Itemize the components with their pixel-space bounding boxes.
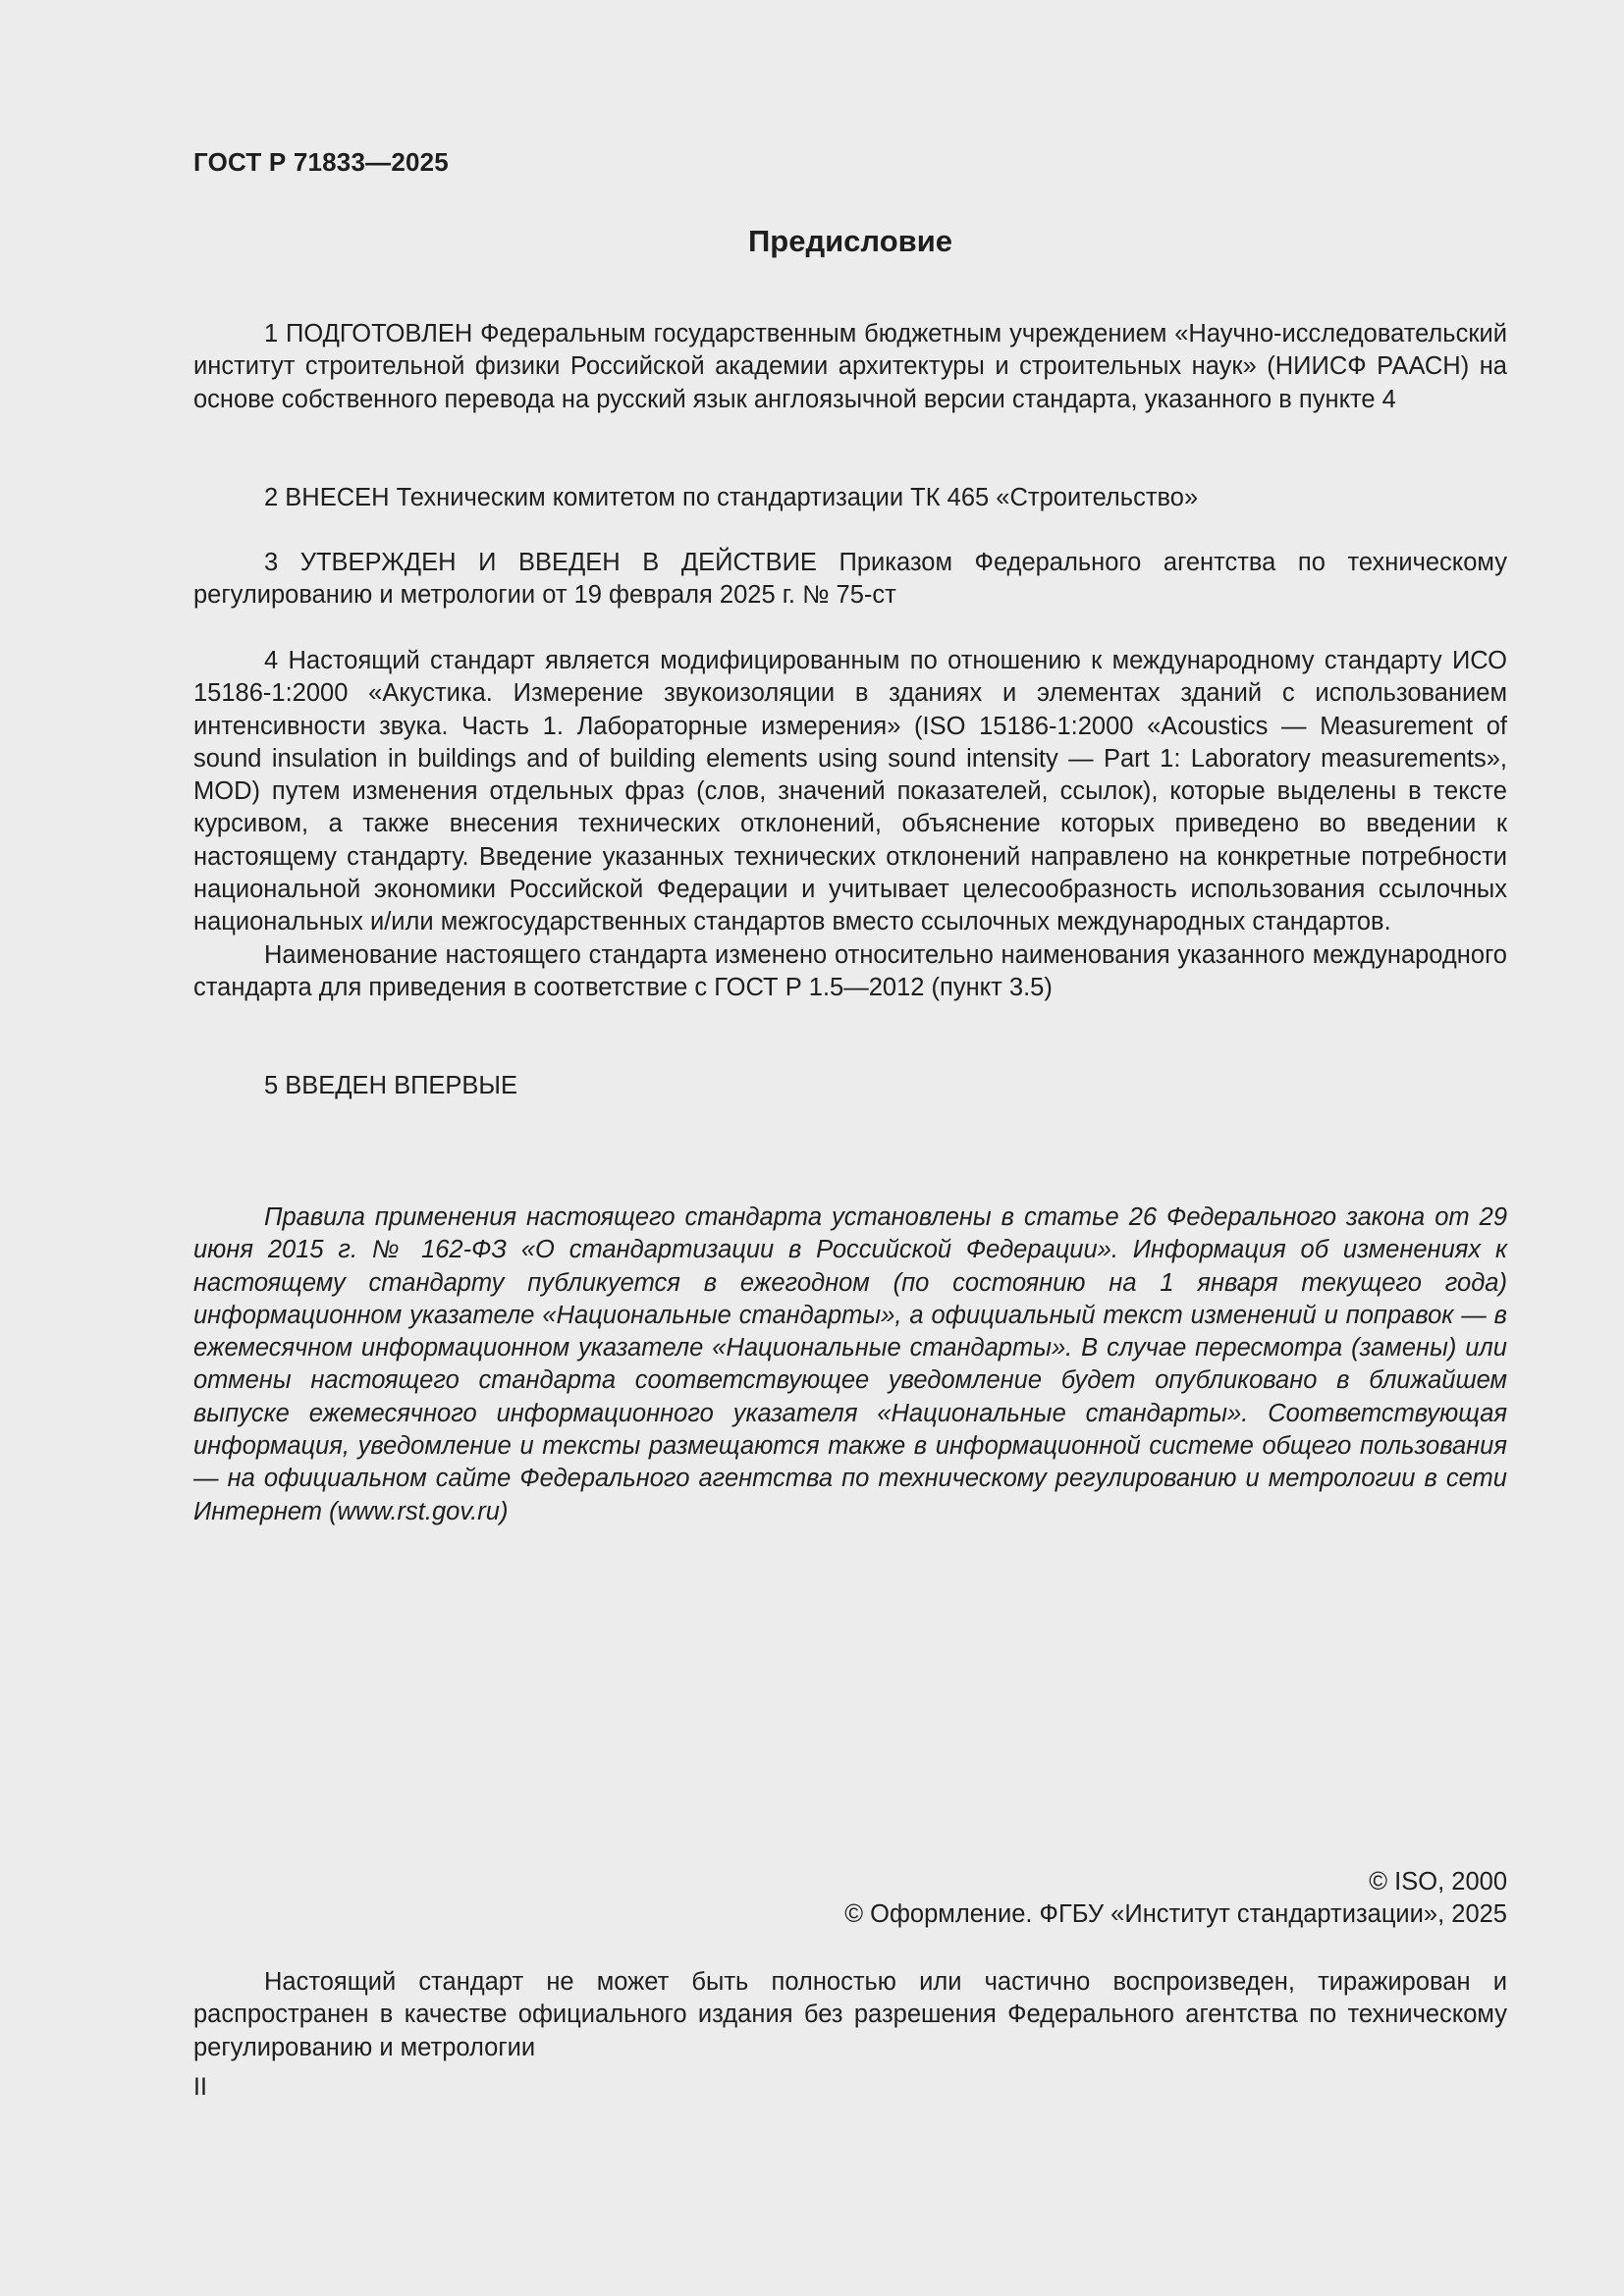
copyright-block bbox=[193, 1866, 1507, 1931]
page-title: Предисловие bbox=[747, 224, 952, 258]
foreword-item-text: 5 ВВЕДЕН ВПЕРВЫЕ bbox=[264, 1072, 518, 1099]
reproduction-notice-text: Настоящий стандарт не может быть полностью или частично воспроизведен, тиражирован и распространен в качестве официального издания без разрешения Федерального агентства по техническому регулированию и метрологии bbox=[193, 1968, 1507, 2061]
page-number: II bbox=[193, 2073, 207, 2101]
foreword-item-1 bbox=[193, 318, 1507, 416]
document-code: ГОСТ Р 71833—2025 bbox=[193, 147, 449, 177]
foreword-item-4 bbox=[193, 645, 1507, 1004]
foreword-item-text: 4 Настоящий стандарт является модифицированным по отношению к международному стандарту ИСО 15186-1:2000 «Акустика. Измерение звукоизоляции в зданиях и элементах зданий с использованием интенсивности звука. Часть 1. Лабораторные измерения» (ISO 15186-1:2000 «Acoustics — Measurement of sound insulation in buildings and of building elements using sound intensity — Part 1: Laboratory measurements», MOD) путем изменения отдельных фраз (слов, значений показателей, ссылок), которые выделены в тексте курсивом, а также внесения технических отклонений, объяснение которых приведено во введении к настоящему стандарту. Введение указанных технических отклонений направлено на конкретные потребности национальной экономики Российской Федерации и учитывает целесообразность использования ссылочных национальных и/или межгосударственных стандартов вместо ссылочных международных стандартов. bbox=[193, 647, 1507, 936]
foreword-item-text: 1 ПОДГОТОВЛЕН Федеральным государственным бюджетным учреждением «Научно-исследовательский институт строительной физики Российской академии архитектуры и строительных наук» (НИИСФ РААСН) на основе собственного перевода на русский язык англоязычной версии стандарта, указанного в пункте 4 bbox=[193, 320, 1507, 413]
copyright-design: © Оформление. ФГБУ «Институт стандартизации», 2025 bbox=[844, 1900, 1507, 1928]
foreword-item-text: 2 ВНЕСЕН Техническим комитетом по стандартизации ТК 465 «Строительство» bbox=[264, 484, 1199, 511]
foreword-item-5 bbox=[193, 1070, 1507, 1102]
foreword-item-text: Наименование настоящего стандарта изменено относительно наименования указанного международного стандарта для приведения в соответствие с ГОСТ Р 1.5—2012 (пункт 3.5) bbox=[193, 940, 1507, 1001]
rules-notice-text: Правила применения настоящего стандарта установлены в статье 26 Федерального закона от 29 июня 2015 г. № 162-ФЗ «О стандартизации в Российской Федерации». Информация об изменениях к настоящему стандарту публикуется в ежегодном (по состоянию на 1 января текущего года) информационном указателе «Национальные стандарты», а официальный текст изменений и поправок — в ежемесячном информационном указателе «Национальные стандарты». В случае пересмотра (замены) или отмены настоящего стандарта соответствующее уведомление будет опубликовано в ближайшем выпуске ежемесячного информационного указателя «Национальные стандарты». Соответствующая информация, уведомление и тексты размещаются также в информационной системе общего пользования — на официальном сайте Федерального агентства по техническому регулированию и метрологии в сети Интернет (www.rst.gov.ru) bbox=[193, 1203, 1507, 1525]
foreword-item-2 bbox=[193, 482, 1507, 514]
reproduction-notice bbox=[193, 1966, 1507, 2064]
foreword-item-3 bbox=[193, 547, 1507, 613]
foreword-item-text: 3 УТВЕРЖДЕН И ВВЕДЕН В ДЕЙСТВИЕ Приказом Федерального агентства по техническому регулированию и метрологии от 19 февраля 2025 г. № 75-ст bbox=[193, 549, 1507, 610]
copyright-iso: © ISO, 2000 bbox=[1369, 1868, 1507, 1896]
rules-notice bbox=[193, 1201, 1507, 1528]
